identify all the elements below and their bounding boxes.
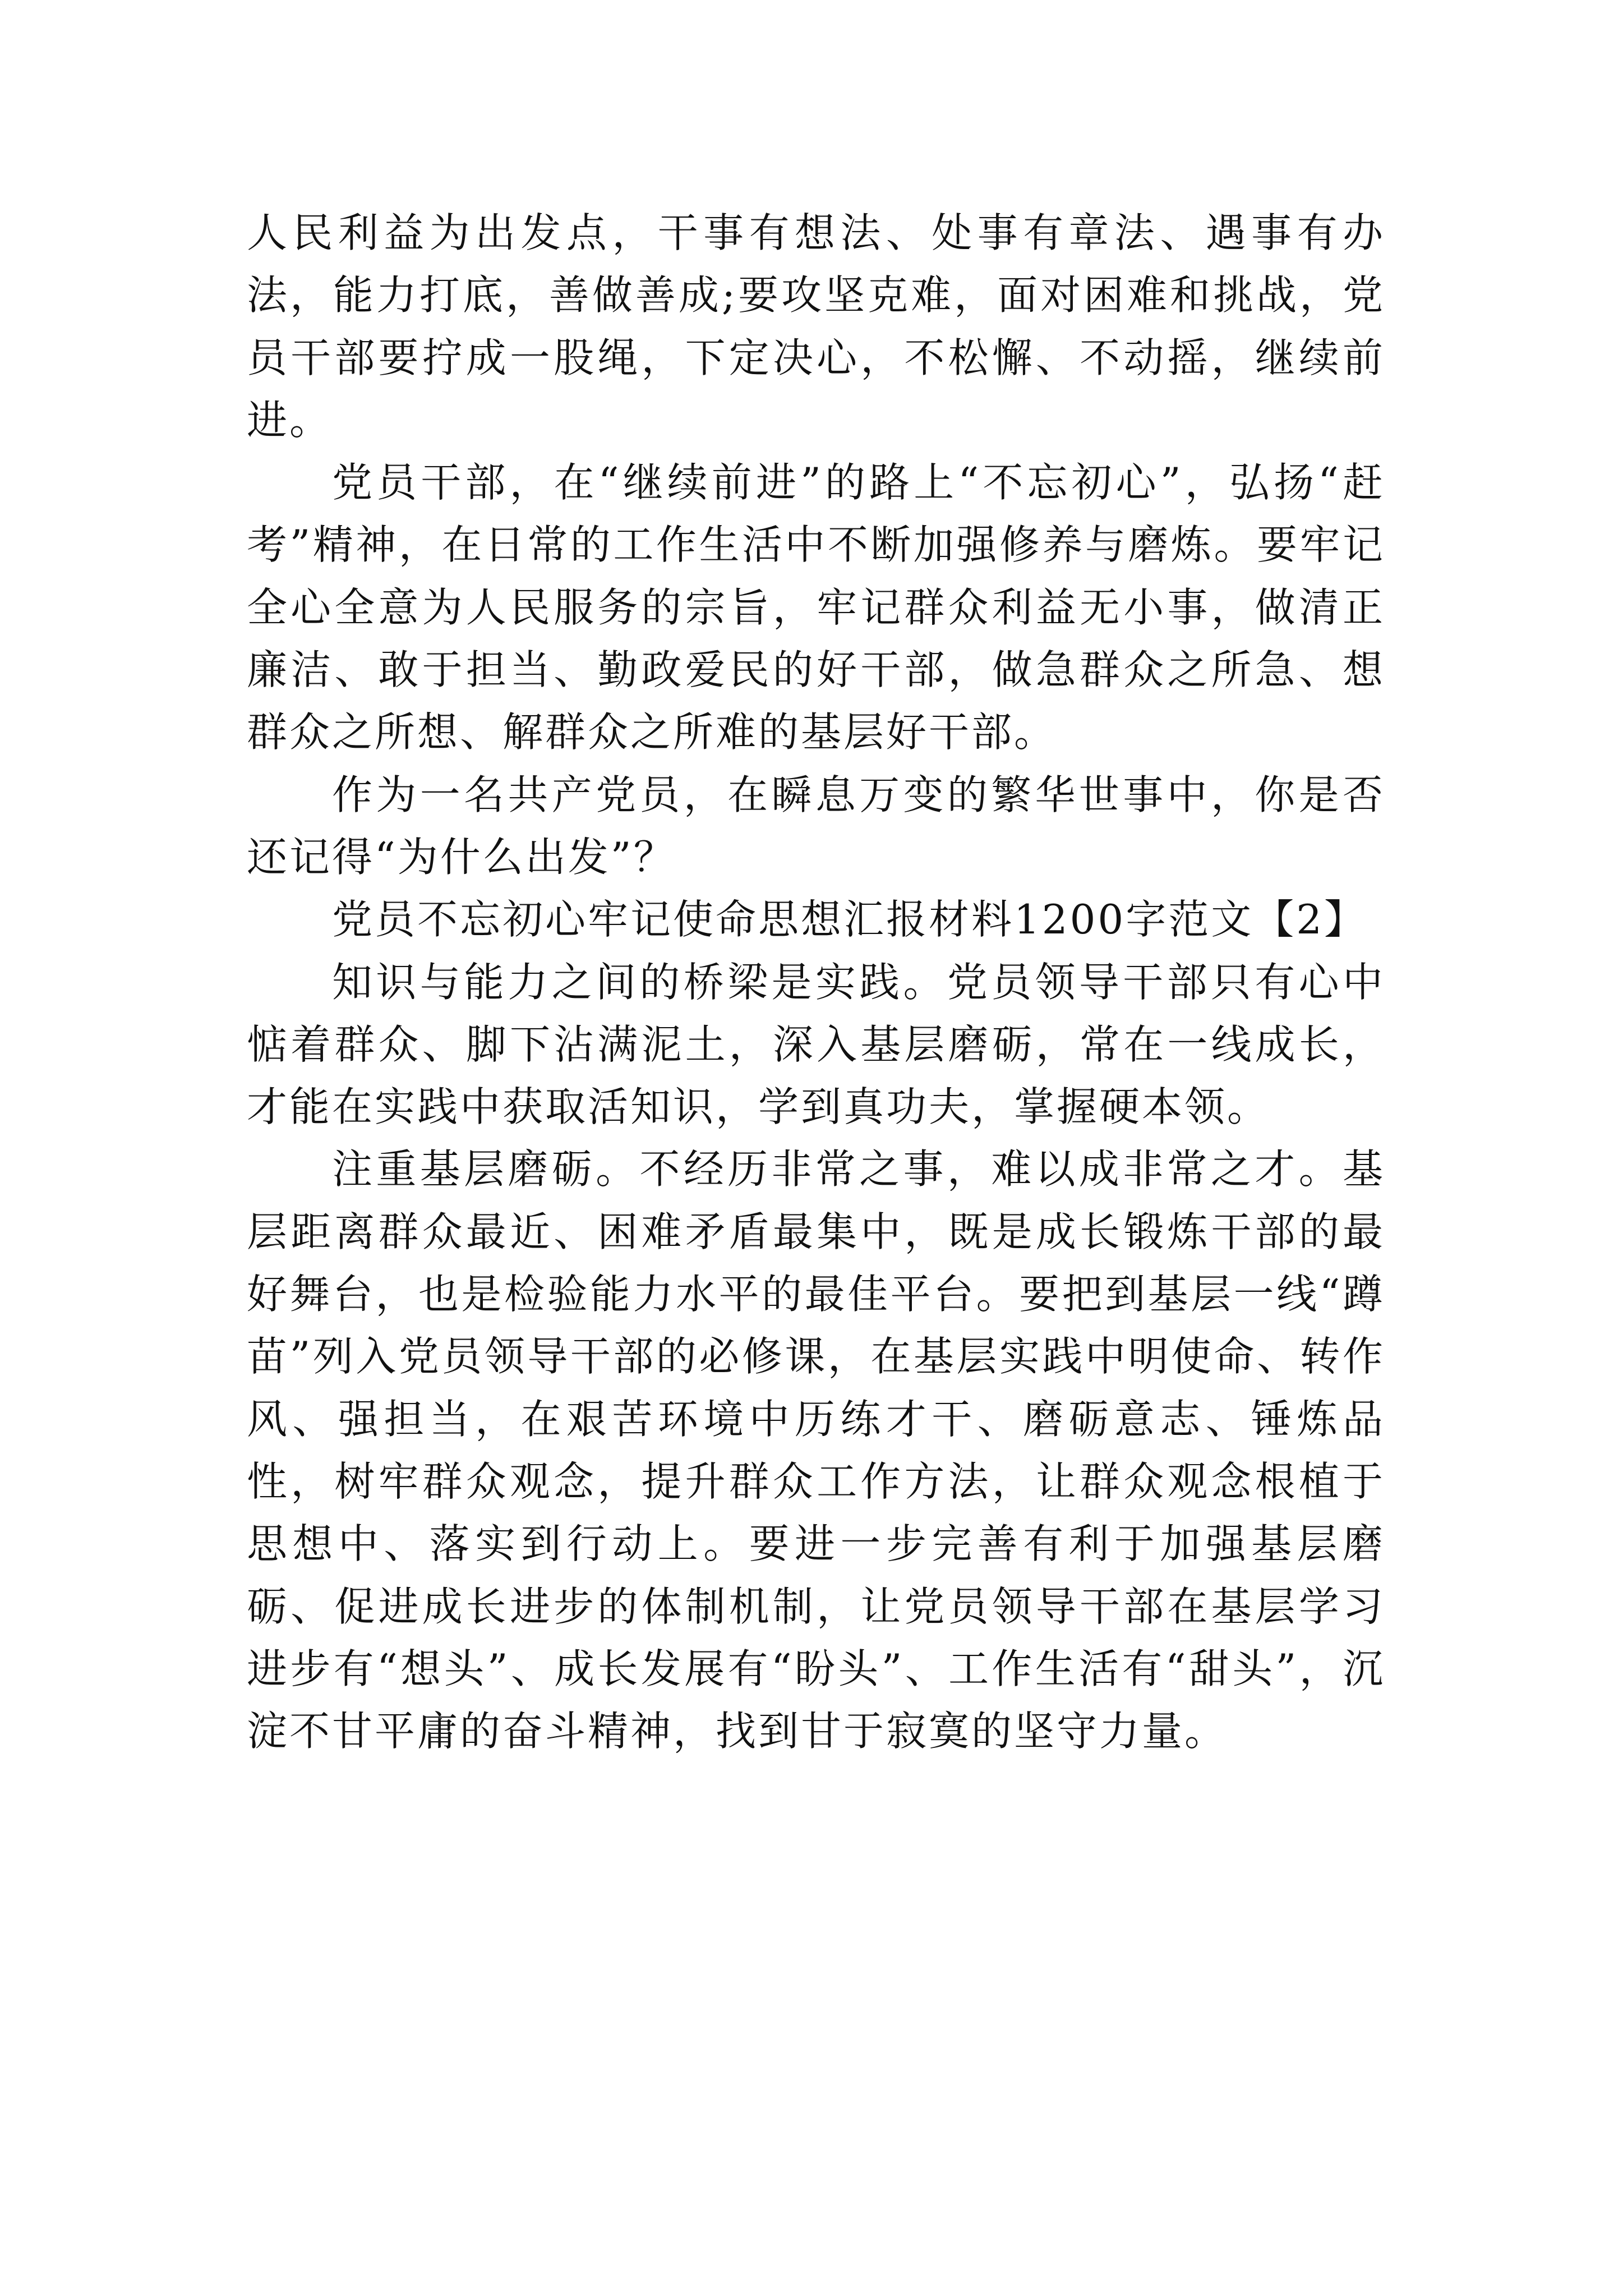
paragraph-continuation: 人民利益为出发点，干事有想法、处事有章法、遇事有办法，能力打底，善做善成;要攻坚克难，面对困难和挑战，党员干部要拧成一股绳，下定决心，不松懈、不动摇，继续前进。: [247, 209, 1385, 444]
paragraph-practice-bridge: 知识与能力之间的桥梁是实践。党员领导干部只有心中惦着群众、脚下沾满泥土，深入基层磨砺，常在一线成长，才能在实践中获取活知识，学到真功夫，掌握硬本领。: [247, 958, 1385, 1131]
paragraph-why-set-out: 作为一名共产党员，在瞬息万变的繁华世事中，你是否还记得“为什么出发”？: [247, 771, 1385, 881]
paragraph-grassroots-training: 注重基层磨砺。不经历非常之事，难以成非常之才。基层距离群众最近、困难矛盾最集中，既是成长锻炼干部的最好舞台，也是检验能力水平的最佳平台。要把到基层一线“蹲苗”列入党员领导干部的必修课，在基层实践中明使命、转作风、强担当，在艰苦环境中历练才干、磨砺意志、锤炼品性，树牢群众观念，提升群众工作方法，让群众观念根植于思想中、落实到行动上。要进一步完善有利于加强基层磨砺、促进成长进步的体制机制，让党员领导干部在基层学习进步有“想头”、成长发展有“盼头”、工作生活有“甜头”，沉淀不甘平庸的奋斗精神，找到甘于寂寞的坚守力量。: [247, 1145, 1385, 1755]
paragraph-party-cadres: 党员干部，在“继续前进”的路上“不忘初心”，弘扬“赶考”精神，在日常的工作生活中不断加强修养与磨炼。要牢记全心全意为人民服务的宗旨，牢记群众利益无小事，做清正廉洁、敢于担当、勤政爱民的好干部，做急群众之所急、想群众之所想、解群众之所难的基层好干部。: [247, 459, 1385, 756]
section-heading: 党员不忘初心牢记使命思想汇报材料1200字范文【2】: [332, 896, 1367, 944]
document-body: [247, 202, 1385, 1763]
